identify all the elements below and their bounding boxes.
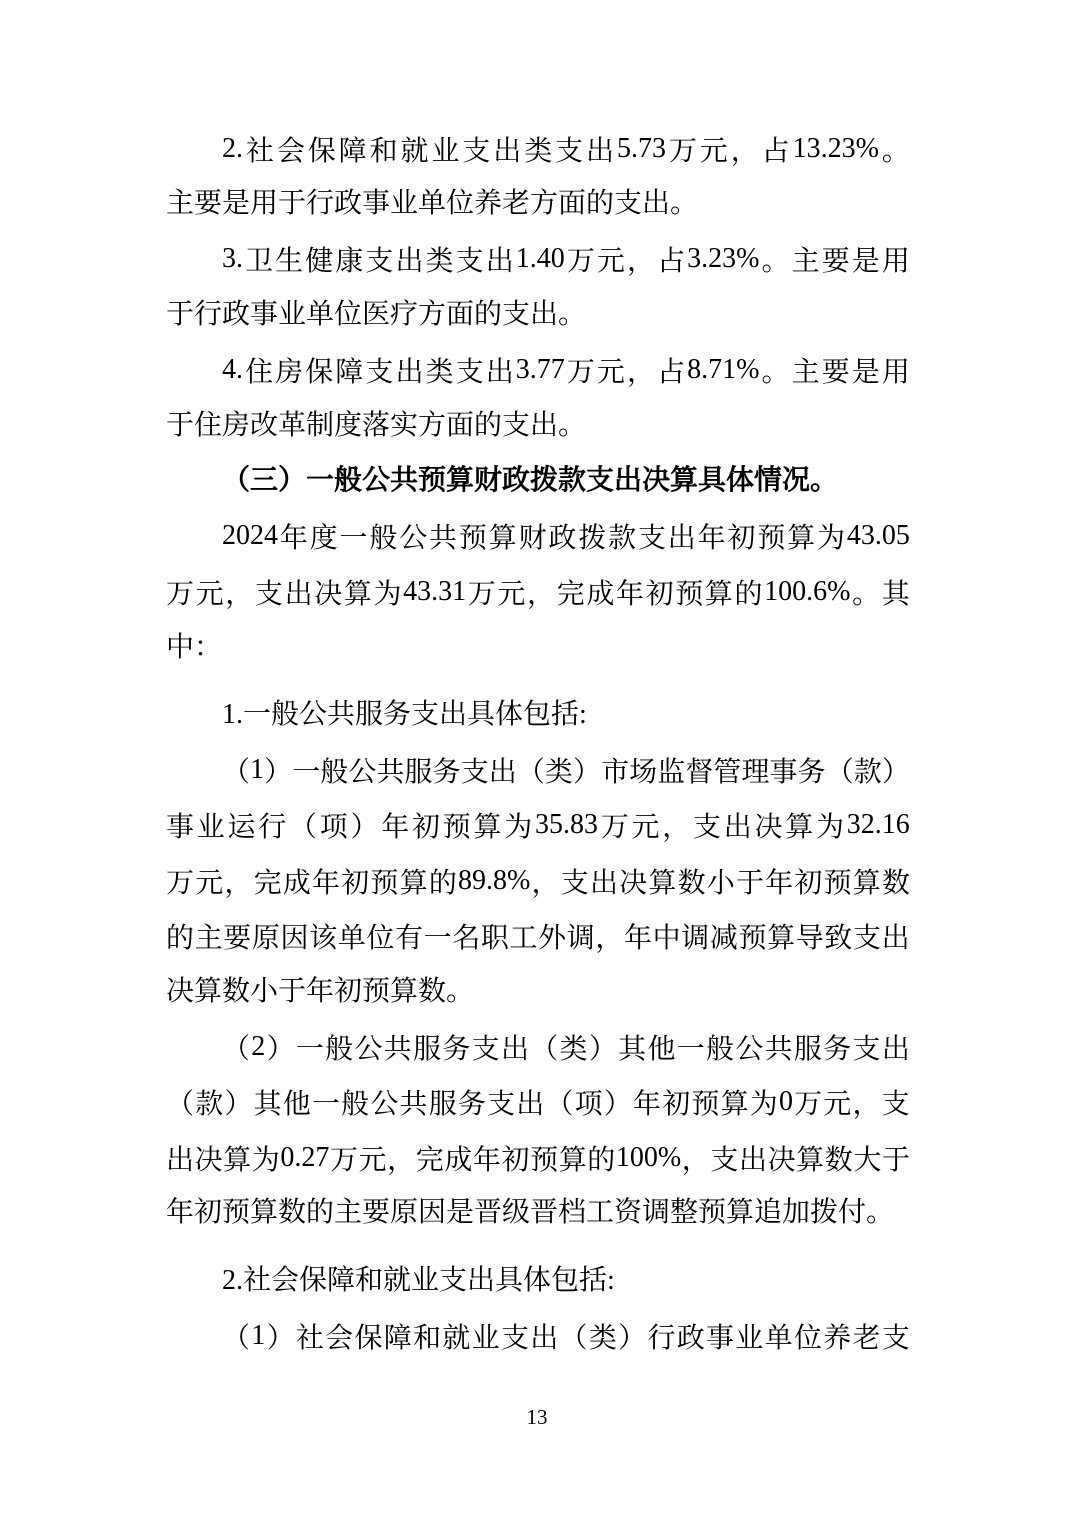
text-line: 年初预算数的主要原因是晋级晋档工资调整预算追加拨付。 [166, 1197, 895, 1229]
text-line: （ 1 ） 一 般 公 共 服 务 支 出 （ 类 ） 市 场 监 督 管 理 事 务 （ 款 ） [222, 753, 910, 788]
text-line: 万 元 ， 支 出 决 算 为 43.31 万 元 ， 完 成 年 初 预 算 的 100.6% 。 其 [166, 575, 910, 610]
text-line: （ 1 ） 社 会 保 障 和 就 业 支 出 （ 类 ） 行 政 事 业 单 位 养 老 支 [222, 1319, 910, 1354]
text-line: 2.社会保障和就业支出具体包括: [222, 1264, 615, 1296]
text-line: 3. 卫 生 健 康 支 出 类 支 出 1.40 万 元 ， 占 3.23% 。 主 要 是 用 [222, 243, 910, 278]
text-line: 事 业 运 行 （ 项 ） 年 初 预 算 为 35.83 万 元 ， 支 出 决 算 为 32.16 [166, 809, 910, 844]
text-line: 于住房改革制度落实方面的支出。 [166, 409, 587, 441]
text-line: 于行政事业单位医疗方面的支出。 [166, 299, 587, 331]
text-line: 2. 社 会 保 障 和 就 业 支 出 类 支 出 5.73 万 元 ， 占 13.23% 。 [222, 132, 910, 167]
text-line: 的 主 要 原 因 该 单 位 有 一 名 职 工 外 调 ， 年 中 调 减 预 算 导 致 支 出 [166, 923, 910, 955]
text-line: 决算数小于年初预算数。 [166, 975, 475, 1007]
text-line: （ 款 ） 其 他 一 般 公 共 服 务 支 出 （ 项 ） 年 初 预 算 为 0 万 元 ， 支 [166, 1086, 910, 1121]
text-line: （ 2 ） 一 般 公 共 服 务 支 出 （ 类 ） 其 他 一 般 公 共 服 务 支 出 [222, 1030, 910, 1065]
text-line: 2024 年 度 一 般 公 共 预 算 财 政 拨 款 支 出 年 初 预 算 为 43.05 [222, 520, 910, 555]
text-line: 中： [166, 631, 223, 663]
text-line: 出 决 算 为 0.27 万 元 ， 完 成 年 初 预 算 的 100% ， 支 出 决 算 数 大 于 [166, 1141, 910, 1176]
text-line: 4. 住 房 保 障 支 出 类 支 出 3.77 万 元 ， 占 8.71% 。 主 要 是 用 [222, 354, 910, 389]
page-footer [0, 1402, 1074, 1432]
text-line: 主要是用于行政事业单位养老方面的支出。 [166, 188, 699, 220]
page-number: 13 [526, 1405, 548, 1429]
text-line: （三）一般公共预算财政拨款支出决算具体情况。 [222, 465, 839, 497]
document-body [166, 121, 910, 1364]
text-line: 万 元 ， 完 成 年 初 预 算 的 89.8% ， 支 出 决 算 数 小 于 年 初 预 算 数 [166, 864, 910, 899]
text-line: 1.一般公共服务支出具体包括: [222, 698, 587, 730]
